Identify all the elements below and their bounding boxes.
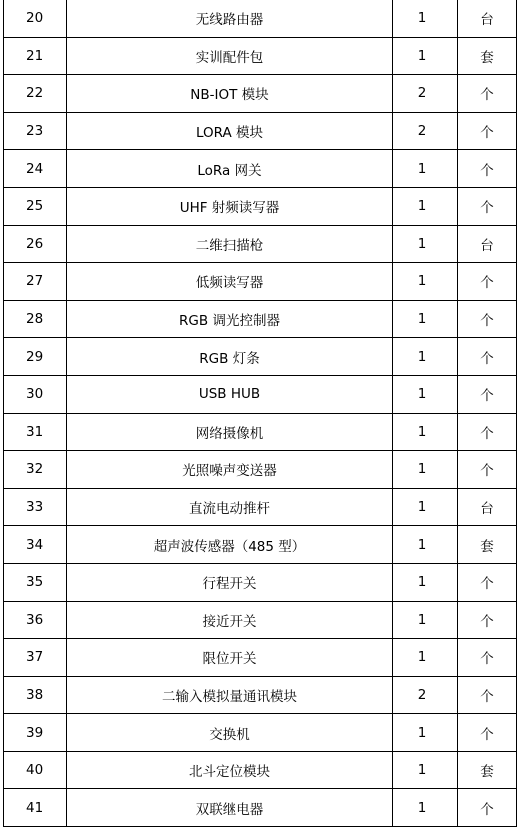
item-name: UHF 射频读写器 [67,187,393,225]
row-number: 24 [4,150,67,188]
item-unit: 个 [458,300,517,338]
table-row [4,789,517,827]
table-row [4,75,517,113]
table-row [4,413,517,451]
row-number: 37 [4,639,67,677]
item-quantity: 1 [393,375,458,413]
item-name: 光照噪声变送器 [67,451,393,489]
row-number: 31 [4,413,67,451]
item-name: 实训配件包 [67,37,393,75]
row-number: 21 [4,37,67,75]
row-number: 39 [4,714,67,752]
row-number: 38 [4,676,67,714]
row-number: 41 [4,789,67,827]
row-number: 20 [4,0,67,37]
item-unit: 套 [458,526,517,564]
item-name: 交换机 [67,714,393,752]
item-unit: 个 [458,639,517,677]
item-name: 北斗定位模块 [67,751,393,789]
row-number: 26 [4,225,67,263]
table-row [4,676,517,714]
item-quantity: 1 [393,714,458,752]
item-name: 限位开关 [67,639,393,677]
item-quantity: 1 [393,488,458,526]
item-name: 接近开关 [67,601,393,639]
item-unit: 个 [458,413,517,451]
item-unit: 个 [458,375,517,413]
table-row [4,488,517,526]
table-row [4,263,517,301]
equipment-table-body [4,0,517,827]
item-quantity: 1 [393,300,458,338]
item-quantity: 2 [393,112,458,150]
row-number: 34 [4,526,67,564]
item-quantity: 1 [393,187,458,225]
item-unit: 个 [458,75,517,113]
table-row [4,338,517,376]
row-number: 40 [4,751,67,789]
item-unit: 个 [458,263,517,301]
item-unit: 个 [458,676,517,714]
item-unit: 套 [458,751,517,789]
table-row [4,225,517,263]
table-row [4,714,517,752]
table-row [4,187,517,225]
table-row [4,451,517,489]
table-row [4,300,517,338]
table-row [4,639,517,677]
row-number: 28 [4,300,67,338]
item-quantity: 1 [393,789,458,827]
item-quantity: 1 [393,225,458,263]
table-row [4,601,517,639]
row-number: 35 [4,563,67,601]
equipment-table [3,0,517,827]
item-unit: 个 [458,563,517,601]
item-quantity: 1 [393,526,458,564]
table-row [4,563,517,601]
item-name: 低频读写器 [67,263,393,301]
item-name: 二维扫描枪 [67,225,393,263]
item-unit: 个 [458,601,517,639]
item-quantity: 1 [393,338,458,376]
table-row [4,751,517,789]
item-name: RGB 调光控制器 [67,300,393,338]
item-unit: 套 [458,37,517,75]
table-row [4,37,517,75]
item-name: NB-IOT 模块 [67,75,393,113]
row-number: 32 [4,451,67,489]
table-row [4,526,517,564]
item-name: 二输入模拟量通讯模块 [67,676,393,714]
item-name: LORA 模块 [67,112,393,150]
table-row [4,150,517,188]
item-name: LoRa 网关 [67,150,393,188]
table-row [4,0,517,37]
item-name: USB HUB [67,375,393,413]
item-quantity: 1 [393,563,458,601]
item-unit: 个 [458,150,517,188]
table-row [4,375,517,413]
item-name: 无线路由器 [67,0,393,37]
item-unit: 个 [458,187,517,225]
item-unit: 个 [458,451,517,489]
item-unit: 台 [458,488,517,526]
item-quantity: 1 [393,150,458,188]
item-unit: 台 [458,0,517,37]
item-name: 网络摄像机 [67,413,393,451]
item-quantity: 1 [393,451,458,489]
item-name: 行程开关 [67,563,393,601]
item-quantity: 1 [393,0,458,37]
item-unit: 台 [458,225,517,263]
item-name: RGB 灯条 [67,338,393,376]
item-quantity: 1 [393,37,458,75]
item-name: 直流电动推杆 [67,488,393,526]
item-quantity: 1 [393,263,458,301]
item-quantity: 1 [393,751,458,789]
table-row [4,112,517,150]
item-unit: 个 [458,338,517,376]
item-name: 超声波传感器（485 型） [67,526,393,564]
row-number: 33 [4,488,67,526]
item-unit: 个 [458,789,517,827]
row-number: 22 [4,75,67,113]
row-number: 36 [4,601,67,639]
row-number: 25 [4,187,67,225]
item-unit: 个 [458,112,517,150]
item-quantity: 1 [393,413,458,451]
row-number: 29 [4,338,67,376]
row-number: 30 [4,375,67,413]
item-quantity: 1 [393,601,458,639]
item-quantity: 2 [393,75,458,113]
item-name: 双联继电器 [67,789,393,827]
item-unit: 个 [458,714,517,752]
item-quantity: 1 [393,639,458,677]
item-quantity: 2 [393,676,458,714]
row-number: 27 [4,263,67,301]
row-number: 23 [4,112,67,150]
